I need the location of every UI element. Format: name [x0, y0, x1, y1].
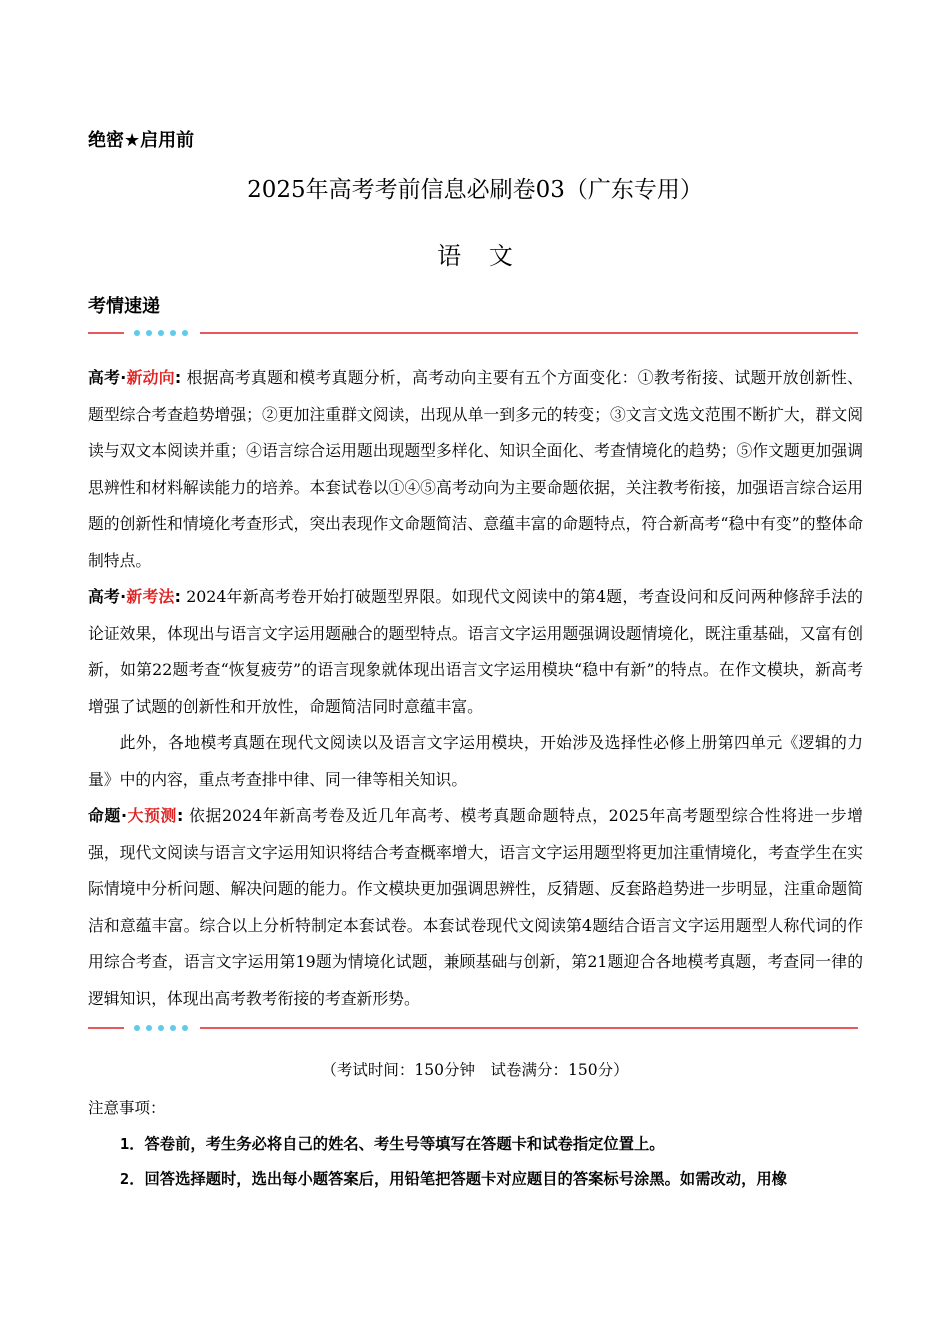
label-colon: : — [174, 587, 181, 606]
divider-dot — [134, 1025, 140, 1031]
exam-title: 2025年高考考前信息必刷卷03（广东专用） — [247, 177, 703, 203]
section-heading: 考情速递 — [88, 296, 160, 317]
divider-dot — [170, 330, 176, 336]
divider-dot — [134, 330, 140, 336]
label-prediction: 大预测 — [126, 806, 178, 825]
divider-line-right — [200, 332, 858, 334]
divider-dot — [158, 1025, 164, 1031]
divider-dot — [182, 330, 188, 336]
note-item-2: 2．回答选择题时，选出每小题答案后，用铅笔把答题卡对应题目的答案标号涂黑。如需改动，用橡 — [120, 1170, 787, 1188]
confidential-label: 绝密★启用前 — [88, 130, 195, 151]
top-divider — [88, 328, 858, 338]
paragraph-new-trend — [88, 360, 863, 579]
divider-line-right — [200, 1027, 858, 1029]
label-prefix: 高考 — [88, 368, 121, 387]
note-item-1: 1．答卷前，考生务必将自己的姓名、考生号等填写在答题卡和试卷指定位置上。 — [120, 1135, 665, 1153]
subject-title — [0, 236, 950, 271]
paragraph-text: 依据2024年新高考卷及近几年高考、模考真题命题特点，2025年高考题型综合性将进一步增强，现代文阅读与语言文字运用知识将结合考查概率增大，语言文字运用题型将更加注重情境化，考查学生在实际情境中分析问题、解决问题的能力。作文模块更加强调思辨性，反猜题、反套路趋势进一步明显，注重命题简洁和意蕴丰富。综合以上分析特制定本套试卷。本套试卷现代文阅读第4题结合语言文字运用题型人称代词的作用综合考查，语言文字运用第19题为情境化试题，兼顾基础与创新，第21题迎合各地模考真题，考查同一律的逻辑知识，体现出高考教考衔接的考查新形势。 — [88, 806, 863, 1008]
divider-dots — [134, 1024, 194, 1032]
paragraph-new-method — [88, 579, 863, 725]
label-new-trend: 新动向 — [126, 368, 175, 387]
paragraph-prediction — [88, 798, 863, 1017]
divider-dot — [182, 1025, 188, 1031]
subject-char-2: 文 — [488, 242, 513, 270]
paragraph-text: 2024年新高考卷开始打破题型界限。如现代文阅读中的第4题，考查设问和反问两种修辞手法的论证效果，体现出与语言文字运用题融合的题型特点。语言文字运用题强调设题情境化，既注重基础，又富有创新，如第22题考查“恢复疲劳”的语言现象就体现出语言文字运用模块“稳中有新”的特点。在作文模块，新高考增强了试题的创新性和开放性，命题简洁同时意蕴丰富。 — [88, 587, 863, 716]
label-dot: · — [120, 806, 127, 825]
divider-dots — [134, 329, 194, 337]
divider-dot — [170, 1025, 176, 1031]
paragraph-text: 根据高考真题和模考真题分析，高考动向主要有五个方面变化：①教考衔接、试题开放创新性、题型综合考查趋势增强；②更加注重群文阅读，出现从单一到多元的转变；③文言文选文范围不断扩大，群文阅读与双文本阅读并重；④语言综合运用题出现题型多样化、知识全面化、考查情境化的趋势；⑤作文题更加强调思辨性和材料解读能力的培养。本套试卷以①④⑤高考动向为主要命题依据，关注教考衔接，加强语言综合运用题的创新性和情境化考查形式，突出表现作文命题简洁、意蕴丰富的命题特点，符合新高考“稳中有变”的整体命制特点。 — [88, 368, 863, 570]
label-new-method: 新考法 — [126, 587, 175, 606]
label-colon: : — [174, 368, 182, 387]
label-prefix: 命题 — [88, 806, 121, 825]
divider-line-left — [88, 1027, 124, 1029]
notes-heading: 注意事项： — [88, 1099, 166, 1117]
exam-time-info: （考试时间：150分钟 试卷满分：150分） — [321, 1061, 629, 1079]
divider-dot — [146, 330, 152, 336]
bottom-divider — [88, 1023, 858, 1033]
divider-dot — [158, 330, 164, 336]
subject-char-1: 语 — [437, 242, 462, 270]
label-colon: : — [177, 806, 184, 825]
label-prefix: 高考 — [88, 587, 121, 606]
paragraph-additional: 此外，各地模考真题在现代文阅读以及语言文字运用模块，开始涉及选择性必修上册第四单元《逻辑的力量》中的内容，重点考查排中律、同一律等相关知识。 — [88, 733, 863, 789]
divider-line-left — [88, 332, 124, 334]
label-dot: · — [120, 368, 127, 387]
trend-content — [88, 360, 863, 1017]
label-dot: · — [120, 587, 127, 606]
divider-dot — [146, 1025, 152, 1031]
